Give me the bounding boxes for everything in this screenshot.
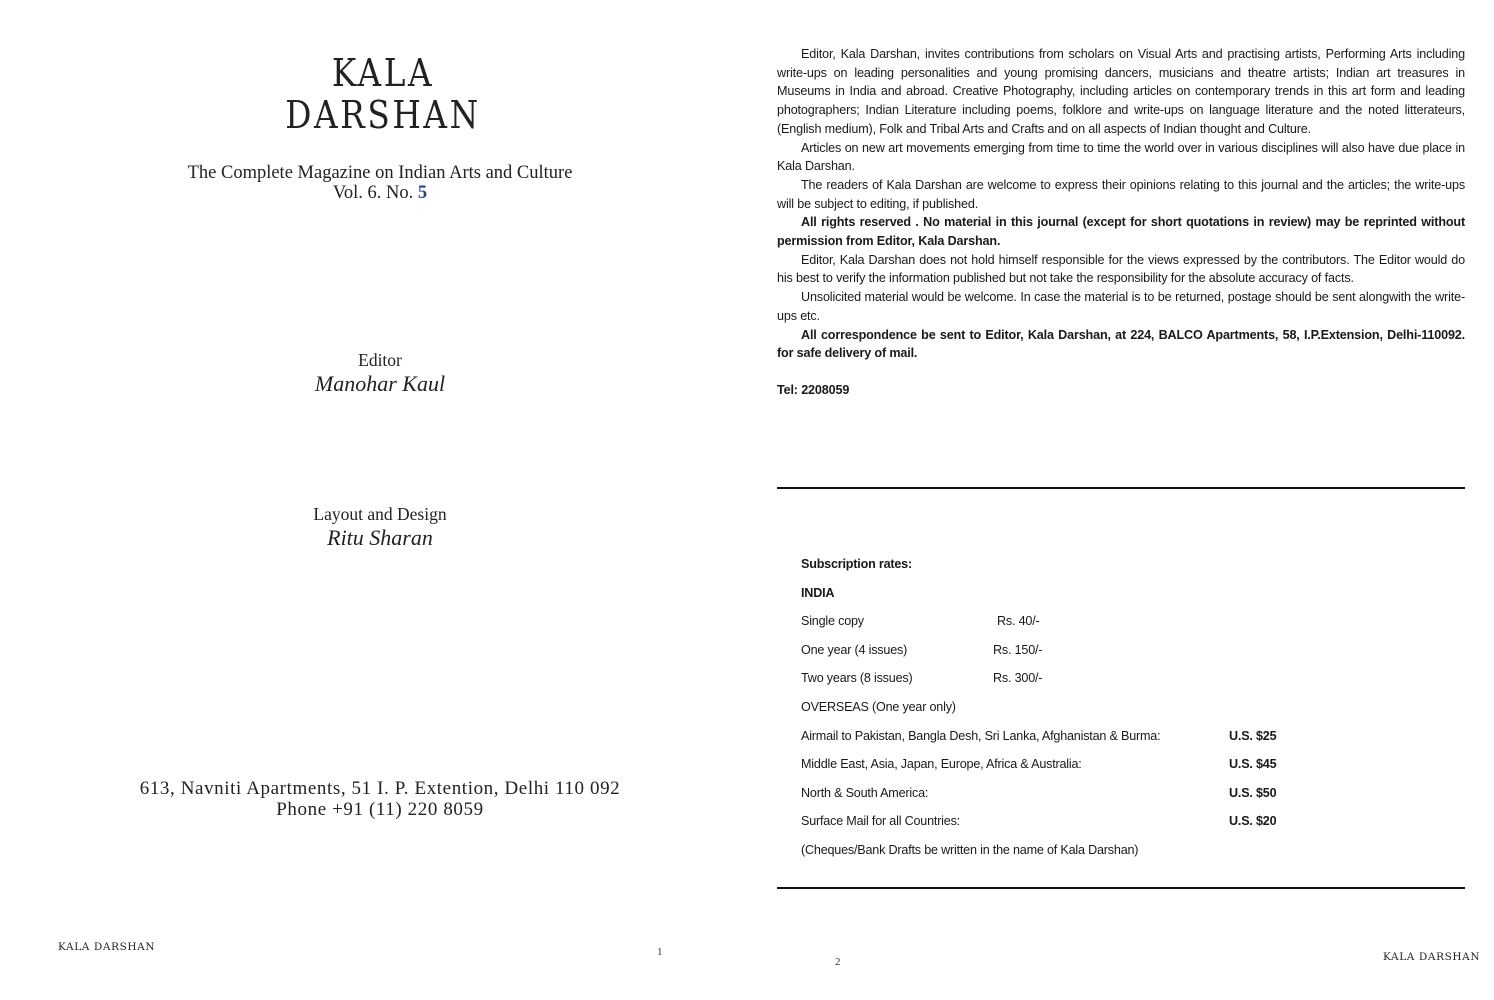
correspondence-paragraph: All correspondence be sent to Editor, Kala Darshan, at 224, BALCO Apartments, 58, I.P.Extension, Delhi-110092. for safe delivery of mail. [777,327,1465,361]
divider-bottom [777,887,1465,889]
rate-label: Middle East, Asia, Japan, Europe, Africa & Australia: [801,757,1082,772]
overseas-heading: OVERSEAS (One year only) [801,699,956,714]
rate-price: U.S. $50 [1229,785,1277,800]
layout-label: Layout and Design [313,504,447,524]
rate-label: Two years (8 issues) [801,671,913,686]
rate-label: Airmail to Pakistan, Bangla Desh, Sri Lanka, Afghanistan & Burma: [801,728,1161,743]
india-heading: INDIA [801,585,835,600]
layout-credit [0,503,760,551]
notice-paragraph: Editor, Kala Darshan does not hold himself responsible for the views expressed by the contributors. The Editor would do his best to verify the information published but not take the responsibility for the absolute accuracy of facts. [777,252,1465,286]
subscription-rates [801,554,1461,869]
notice-paragraph: Articles on new art movements emerging from time to time the world over in various disciplines will also have due place in Kala Darshan. [777,140,1465,174]
magazine-subtitle-block [0,163,760,203]
masthead-line-1: KALA [331,51,435,95]
rate-row [801,611,1461,640]
masthead-line-2: DARSHAN [285,93,481,137]
rate-row [801,783,1461,812]
volume-line [0,183,760,203]
magazine-subtitle: The Complete Magazine on Indian Arts and Culture [187,163,573,183]
rate-price: U.S. $25 [1229,728,1277,743]
rate-price: Rs. 150/- [993,642,1043,657]
publisher-address: 613, Navniti Apartments, 51 I. P. Extention, Delhi 110 092 Phone +91 (11) 220 8059 [139,778,621,820]
contributor-notice [777,45,1465,400]
rate-label: Surface Mail for all Countries: [801,814,960,829]
rate-row [801,811,1461,840]
subscription-heading: Subscription rates: [801,557,912,571]
divider-top [777,487,1465,489]
page-number-right: 2 [835,956,841,968]
right-page [747,0,1494,1000]
editor-name: Manohar Kaul [314,371,446,396]
notice-paragraph: The readers of Kala Darshan are welcome to express their opinions relating to this journal and the articles; the write-ups will be subject to editing, if published. [777,177,1465,211]
magazine-masthead [54,52,713,136]
rate-row [801,726,1461,755]
notice-paragraph: Unsolicited material would be welcome. In case the material is to be returned, postage should be sent alongwith the write-ups etc. [777,290,1465,323]
payment-note: (Cheques/Bank Drafts be written in the name of Kala Darshan) [801,842,1139,857]
rate-row [801,640,1461,669]
rate-price: U.S. $20 [1229,814,1277,829]
rate-row [801,668,1461,697]
rate-label: One year (4 issues) [801,642,908,657]
rate-price: Rs. 40/- [997,614,1040,629]
telephone-number: Tel: 2208059 [777,382,850,397]
rate-price: Rs. 300/- [993,671,1043,686]
layout-designer-name: Ritu Sharan [327,525,433,550]
rights-reserved-paragraph: All rights reserved . No material in this journal (except for short quotations in review) may be reprinted without permission from Editor, Kala Darshan. [777,215,1465,249]
rate-label: North & South America: [801,785,929,800]
issue-number: 5 [417,183,428,203]
page-number-left: 1 [657,946,663,958]
volume-prefix: Vol. 6. No. [332,183,418,203]
editor-credit [0,349,760,397]
footer-brand-right: KALA DARSHAN [1383,951,1481,963]
rate-label: Single copy [801,614,864,629]
notice-paragraph: Editor, Kala Darshan, invites contributions from scholars on Visual Arts and practising artists, Performing Arts including write-ups on leading personalities and young promising dancers, musicians and theatre artists; Indian art treasures in Museums in India and abroad. Creative Photography, including articles on contemporary trends in this art form and leading photographers; Indian Literature including poems, folklore and write-ups on language literature and the noted litterateurs, (English medium), Folk and Tribal Arts and Crafts and on all aspects of Indian thought and Culture. [777,47,1465,136]
rate-row [801,754,1461,783]
editor-label: Editor [358,350,402,370]
footer-brand-left: KALA DARSHAN [58,941,156,953]
rate-price: U.S. $45 [1229,757,1277,772]
